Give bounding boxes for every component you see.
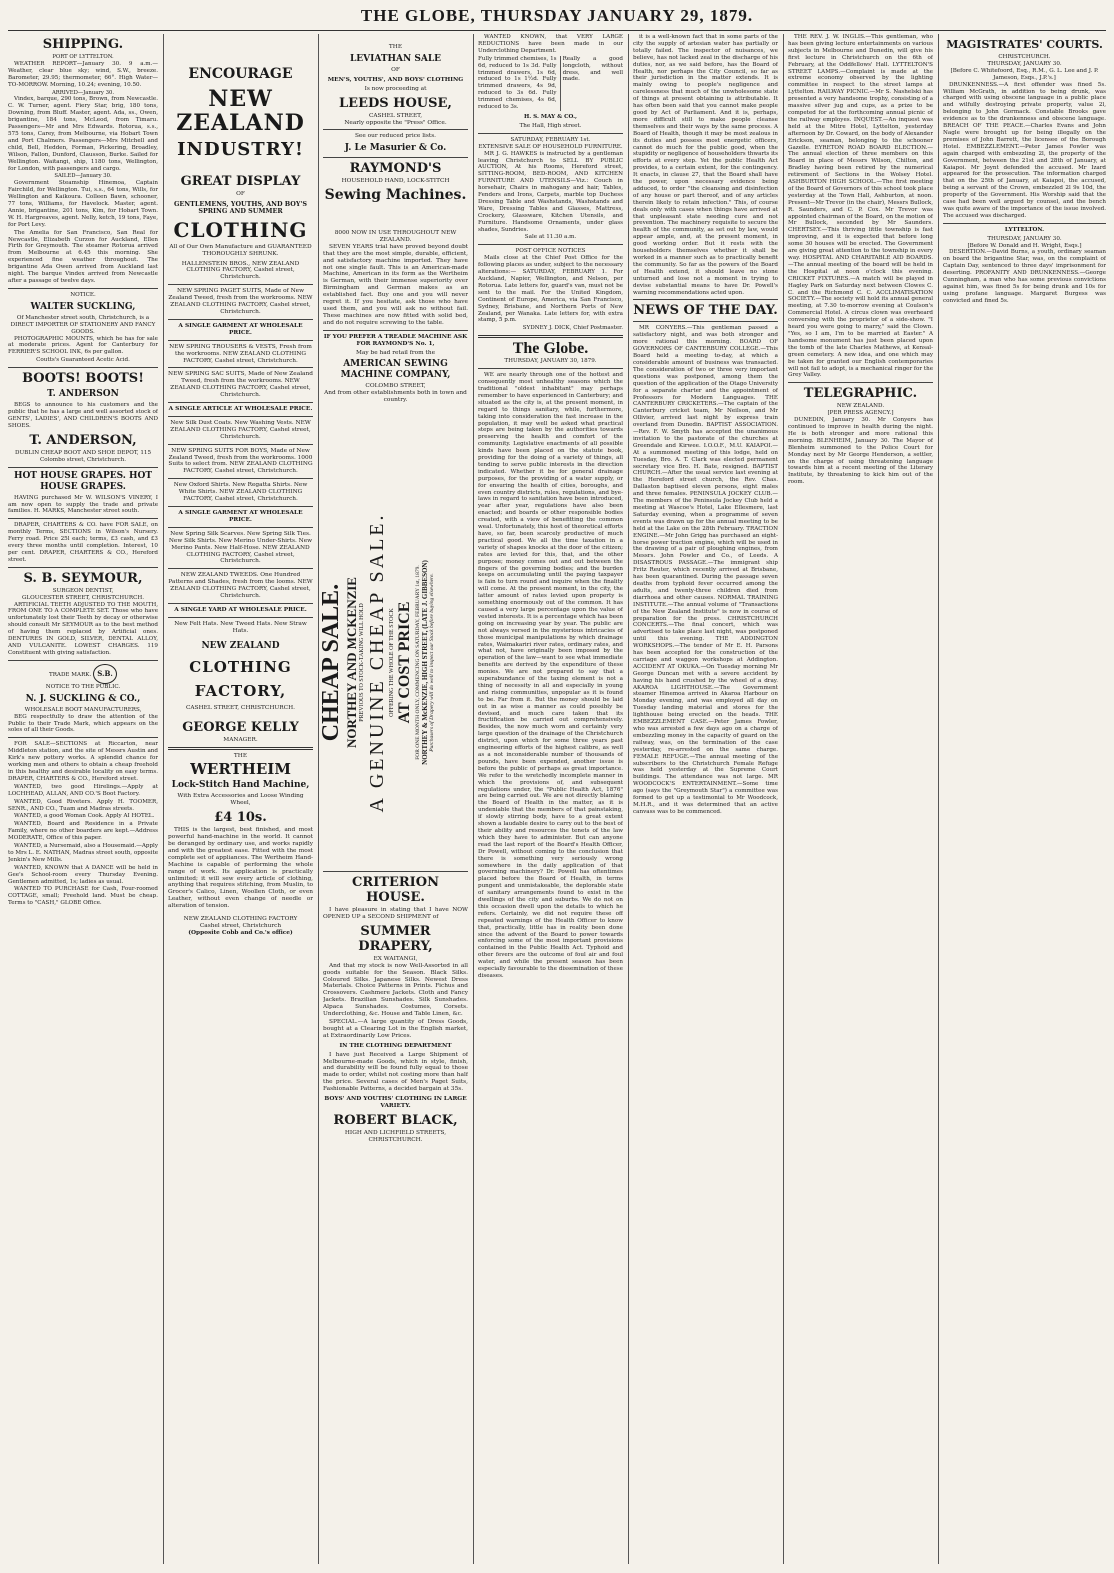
for-sale-sections: FOR SALE—SECTIONS at Riccarton, near Middleton station, and the site of Messrs Austin and Kirk's new pottery works. A splendid chance for working men and others to obtain a cheap freehold in this healthy and desirable locality on easy terms. DRAPER, CHARTERS & CO., Hereford street. (8, 741, 158, 782)
ex-waitangi: EX WAITANGI, (373, 955, 418, 962)
single-garment: A SINGLE GARMENT AT WHOLESALE PRICE. (178, 322, 303, 336)
draper-notice: DRAPER, CHARTERS & CO. have FOR SALE, on monthly Terms, SECTIONS in Wilson's Nursery. Ferry road. Price 25l each; terms, £3 cash, and £3 every three months until completion. Interest, 10 per cent. DRAPER, CHARTERS & CO., Hereford street. (8, 522, 158, 563)
criterion-intro: I have pleasure in stating that I have NOW OPENED UP a SECOND SHIPMENT of (323, 907, 468, 920)
column-divider (473, 34, 474, 1564)
news-of-the-day-heading: NEWS OF THE DAY. (633, 303, 778, 319)
column-clothing-ads (168, 34, 313, 1564)
silk-coats-ad: New Silk Dust Coats. New Washing Vests. NEW ZEALAND CLOTHING FACTORY, Cashel street, Christchurch. (170, 419, 311, 440)
masthead-rule (8, 30, 1106, 31)
robert-black-address: HIGH AND LICHFIELD STREETS, CHRISTCHURCH. (344, 1129, 447, 1143)
american-sewing: AMERICAN SEWING MACHINE COMPANY, (340, 359, 451, 381)
of-line: OF (236, 191, 245, 197)
clothing-dept-body: I have just Received a Large Shipment of Melbourne-made Goods, which in style, finish, and durability will be found fully equal to those made to order, whilst not costing more than half the price. Several cases of Men's Paget Suits, Fashionable Patterns, a decided bargain at 35s. (323, 1051, 468, 1093)
anderson-name-large: T. ANDERSON, (29, 432, 137, 448)
cheap-sale-previous: PREVIOUS TO STOCK-TAKING WILL HOLD (359, 603, 365, 722)
new-zealand-sub: NEW ZEALAND. (836, 403, 885, 410)
suckling-name: WALTER SUCKLING, (30, 301, 136, 312)
colombo-street: COLOMBO STREET, (365, 383, 426, 390)
boots-heading: BOOTS! BOOTS! (22, 371, 144, 387)
footer-opposite: (Opposite Cobb and Co.'s office) (188, 929, 293, 936)
globe-title: The Globe. (512, 340, 589, 358)
george-kelly: GEORGE KELLY (182, 719, 299, 735)
column-criterion (323, 868, 468, 1564)
post-office-body: Mails close at the Chief Post Office for the following places as under, subject to the necessary alterations:— SATURDAY, FEBRUARY 1. For Auckland, Napier, Wellington, and Nelson, per Rotorua. Late letters for, guard's van, must not be sent to the mail. For the United Kingdom, Continent of Europe, America, via San Francisco, Sydney, Brisbane, and Northern Ports of New Zealand, per Wanaka. Late letters for, with extra stamp, 5 p.m. (478, 255, 623, 324)
seymour-name: S. B. SEYMOUR, (23, 570, 143, 586)
scarves-ad: New Spring Silk Scarves. New Spring Silk Ties. New Silk Shirts. New Merino Under-Shirts. New Merino Pants. New Half-Hose. NEW ZEALAND CLOTHING FACTORY, Cashel street, Christchurch. (168, 530, 313, 565)
press-agency: [PER PRESS AGENCY.] (827, 410, 894, 417)
lyttelton-reports: DESERTION.—David Burns, a youth, ordinary seaman on board the brigantine Star, was, on the complaint of Captain Day, sentenced to three days' imprisonment for deserting. PROFANITY AND DRUNKENNESS.—George Cunningham, a man who has some previous convictions against him, was fined 5s for being drunk and 10s for using profane language. Margaret Burgess was convicted and fined 5s. (943, 249, 1106, 304)
anderson-body: BEGS to announce to his customers and the public that he has a large and well assorted stock of GENTS', LADIES', AND CHILDREN'S BOOTS AND SHOES. (8, 402, 158, 429)
treadle-heading: IF YOU PREFER A TREADLE MACHINE ASK FOR RAYMOND'S No. 1, (323, 333, 468, 347)
leviathan-the: THE (388, 44, 403, 50)
factory-address: CASHEL STREET, CHRISTCHURCH. (186, 704, 295, 711)
lyttelton-before: [Before W. Donald and H. Wright, Esqs.] (967, 242, 1082, 249)
magistrates-heading: MAGISTRATES' COURTS. (946, 38, 1103, 51)
wertheim-body: THIS is the largest, best finished, and most powerful hand-machine in the world. It cannot be deranged by ordinary use, and works rapidly and with the greatest ease. Fitted with the most complete set of appliances. The Wertheim Hand-Machine is capable of performing the whole range of work. Its application is practically unlimited; it will sew every article of clothing, anything that requires stitching, from Muslin, to Grocer's Calico, Linen, Woollen Cloth, or even Leather, without even change of needle or alteration of tension. (168, 827, 313, 910)
cheap-sale-title: CHEAP SALE. (318, 583, 344, 742)
leader-article: WE are nearly through one of the hottest and consequently most unhealthy seasons which the traditional "oldest inhabitant" may perhaps remember to have experienced in Canterbury; and situated as the city is, at the present moment, in regard to things sanitary, while, furthermore, taking into consideration the fast increase in the population, it may well be asked what practical steps are being taken by the authorities towards preserving the health and comfort of the community. Legislative enactments of all possible kinds have been placed on the statute book, providing for the doing of a variety of things, all tending to serve public interests in the direction indicated. Whether it be for general drainage purposes, for the providing of a water supply, or for ensuring the health of cities, boroughs, and even country districts, rules, regulations, and bye-laws in regard to sanitation have been introduced, year after year, regulations have also been enacted; and boards or other responsible bodies created, with a view of benefitting the common weal. Unfortunately, this host of theoretical efforts have, so far, been scarcely productive of much practical good. We all the time taxation in a variety of shapes knocks at the door of the citizen; rates are levied for this, that, and the other purpose; money comes out and out between the fingers of the governing bodies; and the burden keeps on accumulating until the paying taxpayer is fain to turn round and inquire when the finality will come. At the present moment, in the city, the latter amount of rates levied upon property is something enormously out of the common. It has caused a very large percentage upon the value of vested interests. It is a percentage which has been going on increasing year by year. The public are not always versed in the mysterious intricacies of those municipal manipulations by which drainage rates, Waimakariri river rates, ordinary rates, and what not, have originally been imposed by the operation of the law—want to see what immediate benefits are derived by the expenditure of these monies. We are not prepared to say that a superabundance of the taxing element is not a thing of necessity in all and especially in young and rising communities, unpopular as it is found to be. Far from it. But the money should be laid out in as wise a manner as could possibly be devised, and much care taken that its fructification be carried out comprehensively. Besides, the now much worn and certainly very large question of the drainage of the Christchurch district, upon which for some three years past engineering efforts of the highest calibre, as well as a not inconsiderable number of thousands of pounds, have been expended, another issue is before the public of perhaps as great importance. We refer to the wretchedly incomplete manner in which the provisions of, and subsequent regulations under, the "Public Health Act, 1876" are being carried out. We are not directly blaming the Board of Health in the matter, as it is undeniable that the members of that painstaking, if slowly stirring body, have to a great extent shown a laudable desire to carry out to the best of their ability and resources the tenets of the law which they have to administer. But can anyone read the last report of the Board's Health Officer, Dr Powell, without coming to the conclusion that there is something very seriously wrong somewhere in the daily application of that governing machinery? Dr. Powell has oftentimes placed before the Board of Health, in terms pungent and unmistakeable, the deplorable state of sanitary arrangements found to exist in the dwellings of the city and suburbs. We do not on this occasion dwell upon the details to which he refers. Certainly, we did not require these off repeated warnings of the Health Officer to know that, practically, little has in reality been done since the advent of the Board to power towards enforcing some of the most important provisions contained in the Public Health Act. Typhoid and other fevers are the outcome of foul air and foul water, and while the present season has been especially favourable to the dissemination of these diseases. (478, 372, 623, 979)
nj-suckling-name: N. J. SUCKLING & CO., (25, 693, 141, 704)
lockstitch-heading: Lock-Stitch Hand Machine, (171, 780, 310, 791)
seymour-body: ARTIFICIAL TEETH ADJUSTED TO THE MOUTH, FROM ONE TO A COMPLETE SET. Those who have unfortunately lost their Teeth by decay or otherwise should consult Mr SEYMOUR as to the best method of having them replaced by Artificial ones. DENTURES IN GOLD, SILVER, DENTAL ALLOY, AND VULCANITE. LOWEST CHARGES. 119 Constituent with giving satisfaction. (8, 601, 158, 656)
column-divider (938, 34, 939, 1564)
at-cost-price: AT COST PRICE (396, 601, 413, 724)
column-news (633, 34, 778, 1564)
sac-suits-ad: NEW SPRING SAC SUITS, Made of New Zealand Tweed, fresh from the workrooms. NEW ZEALAND CLOTHING FACTORY, Cashel street, Christchurch. (168, 371, 313, 399)
raymond-body: SEVEN YEARS trial have proved beyond doubt that they are the most simple, durable, efficient, and satisfactory machine imported. They have not one single fault. This is an American-made Machine, American in its form as the Wertheim is German, with their immense superiority over Birmingham and German makes as an established fact. Buy one and you will never regret it. If you hesitate, ask those who have used them, and you will ask no without fail. These machines are now fitted with solid bed, and do not require screwing to the table. (323, 243, 468, 326)
hats-ad: New Felt Hats. New Tweed Hats. New Straw Hats. (174, 620, 307, 634)
christchurch-sub: CHRISTCHURCH. (998, 54, 1051, 60)
column-leader (478, 34, 623, 1564)
column-shipping (8, 34, 158, 1564)
sale-time: Sale at 11.30 a.m. (524, 234, 577, 241)
summer-drapery: SUMMER DRAPERY, (358, 923, 433, 954)
special-notice: SPECIAL.—A large quantity of Dress Goods, bought at a Clearing Lot in the English market, at Extraordinarily Low Prices. (323, 1018, 468, 1039)
seymour-title: SURGEON DENTIST, (52, 587, 114, 594)
wanted-ad: WANTED, Good Riveters. Apply H. TOOMER, SENR., AND CO., Tuam and Madras streets. (8, 798, 158, 812)
raymond-heading: RAYMOND'S (349, 161, 442, 177)
photo-mounts: PHOTOGRAPHIC MOUNTS, which he has for sale at moderate prices. Agent for Canterbury for FERRIER'S SCHOOL INK, 6s per gallon. (8, 335, 158, 356)
footer-street: Cashel street, Christchurch (199, 923, 282, 929)
wanted-ad: WANTED, two good Hirelings.—Apply at LOCHHEAD, ALLAN, AND CO.'S Boot Factory. (8, 783, 158, 797)
clothing-heading: CLOTHING (173, 217, 308, 242)
column-leviathan (323, 34, 468, 229)
court-date: THURSDAY, JANUARY 30. (987, 60, 1062, 67)
leviathan-heading: LEVIATHAN SALE (349, 53, 442, 64)
shipping-heading: SHIPPING. (42, 37, 124, 52)
firm-name: HALLENSTEIN BROS., NEW ZEALAND CLOTHING FACTORY, Cashel street, Christchurch. (181, 260, 300, 281)
news-continued: THE REV. J. W. INGLIS.—This gentleman, who has been giving lecture entertainments on various subjects in Melbourne and Dunedin, will give his first lecture in Christchurch on the 6th of February, at the Oddfellows' Hall. LYTTELTON'S STREET LAMPS.—Complaint is made at the extreme economy observed by the lighting committee in respect to the street lamps at Lyttelton. RAILWAY PICNIC.—Mr S. Nashelski has presented a very handsome trophy, consisting of a massive silver jug and cups, as a prize to be competed for at the forthcoming annual picnic of the railway employes. INQUEST.—An inquest was held at the Mitre Hotel, Lyttelton, yesterday afternoon by Dr. Coward, on the body of Alexander Erickson, seaman, belonging to the schooner Gazelle. EYRETON ROAD BOARD ELECTION.—The annual election of three members on this Board in place of Messrs Wilson, Chilton, and Bradley having been retired by the numerical retirement of Sections in the Wolsey Hotel. ASHBURTON HIGH SCHOOL.—The first meeting of the Board of Governors of this school took place yesterday at the Town Hall, Ashburton, at noon. Present—Mr Trevor (in the chair), Messrs Bullock, R. Saunders, and C. P. Cox. Mr Trevor was appointed chairman of the Board, on the motion of Mr Bullock, seconded by Mr Saunders. CHERTSEY.—This thriving little township is fast improving, and it is expected that before long some 30 houses will be erected. The Government are giving great attention to the township in every way. HOSPITAL AND CHARITABLE AID BOARDS.—The annual meeting of the board will be held in the Hospital at noon o'clock this evening. CRICKET FIXTURES.—A match will be played in Hagley Park on Saturday next between Clowes C. C. and the Richmond C. C. ACCLIMATISATION SOCIETY.—The society will hold its annual general meeting, at 7.30 to-morrow evening at Coulson's Commercial Hotel. A circus clown was overheard conversing with the proprietor of a side-show. "I heard you were going to marry," said the Clown. "Yes, so I am, I'm to be married at Easter." A handsome monument has just been placed upon the tomb of the late Charles Mathews, at Kensal-green cemetery. A new idea, and one which may be taken for granted our English contemporaries will not fail to adopt, is a mechanical ringer for the Grey Valley. (788, 34, 933, 379)
single-article: A SINGLE ARTICLE AT WHOLESALE PRICE. (168, 406, 313, 413)
port-heading: PORT OF LYTTELTON. (52, 54, 114, 60)
coutts-line: Coutts's Guaranteed Acetic Acid. (36, 357, 130, 364)
wanted-known: WANTED KNOWN, that VERY LARGE REDUCTIONS have been made in our Underclothing Department. (478, 34, 623, 54)
cheap-sale-ad (318, 465, 473, 860)
arrived-heading: ARRIVED—January 30. (51, 89, 115, 96)
raymond-sub: HOUSEHOLD HAND, LOCK-STITCH (341, 178, 450, 185)
encourage-heading: ENCOURAGE (188, 66, 293, 82)
single-yard: A SINGLE YARD AT WHOLESALE PRICE. (174, 606, 307, 613)
hs-may-address: The Hall, High street. (519, 122, 582, 129)
wertheim-heading: WERTHEIM (190, 760, 291, 779)
anderson-depot: DUBLIN CHEAP BOOT AND SHOE DEPOT, 115 Colombo street, Christchurch. (14, 449, 152, 463)
genuine-cheap-sale: A GENUINE CHEAP SALE. (366, 512, 388, 813)
nearly-opposite: Nearly opposite the "Press" Office. (344, 119, 447, 126)
in-use: 8000 NOW IN USE THROUGHOUT NEW ZEALAND. (334, 230, 457, 243)
boys-youths: BOYS' AND YOUTHS' CLOTHING IN LARGE VARIETY. (324, 1096, 467, 1109)
column-divider (163, 34, 164, 1564)
industry-heading: INDUSTRY! (177, 139, 304, 160)
postmaster-sign: SYDNEY J. DICK, Chief Postmaster. (522, 325, 623, 332)
masurier: J. Le Masurier & Co. (344, 143, 447, 154)
sailed-heading: SAILED—January 30. (54, 173, 112, 180)
new-zealand-heading: NEW ZEALAND (176, 86, 305, 136)
single-garment-2: A SINGLE GARMENT AT WHOLESALE PRICE. (178, 510, 303, 523)
cheap-sale-firm: NORTHEY AND MCKENZIE (344, 577, 359, 748)
leviathan-of: OF (391, 66, 400, 73)
leader-continued: it is a well-known fact that in some parts of the city the supply of artesian water has partially or totally failed. The inspector of nuisances, we believe, has not lacked zeal in the discharge of his duties, nor, as we said before, has the Board of Health, nor perhaps the City Council, so far as their jurisdiction in the matter extends. It is mainly owing to people's negligence and carelessness that much of the unwholesome state of things at present obtaining is attributable. It has often been said that you cannot make people good by Act of Parliament. And it is, perhaps, more difficult still to make people cleanse themselves and their ways by the same process. A Board of Health, though it may be most zealous in its duties and possess most energetic officers, cannot do much for the public good, when the stupidity or negligence of householders thwarts its efforts at every step. Yet the public Health Act provides, to a certain extent, for the contingency. It enacts, in clause 27, that the Board shall have the power, upon necessary evidence being adduced, to order "the cleansing and disinfection of any house or part thereof, and of any articles therein likely to retain infection." This, of course deals only with cases when things have arrived at that unpleasant state needing cure and not prevention. The machinery requisite to secure the health of the community, as set out by law, would appear ample, and, at the present moment, in good working order. But it rests with the householders themselves whether it shall be worked in a manner such as to practically benefit the community. So far as the powers of the Board of Health extend, it should leave no stone unturned and lose not a moment in trying to devise substantial means to have Dr. Powell's warning recommendations acted upon. (633, 34, 778, 296)
boys-suits-ad: NEW SPRING SUITS FOR BOYS, Made of New Zealand Tweed, fresh from the workrooms. 1000 Suits to select from. NEW ZEALAND CLOTHING FACTORY, Cashel street, Christchurch. (168, 447, 313, 475)
notice-heading: NOTICE. (70, 291, 96, 298)
treadle-sub: May be had retail from the (355, 349, 435, 356)
wanted-ad: WANTED, a good Woman Cook. Apply AI HOTEL. (14, 813, 155, 820)
lyttelton-date: THURSDAY, JANUARY 30. (987, 235, 1062, 242)
wertheim-price: £4 10s. (214, 810, 267, 826)
globe-date: THURSDAY, JANUARY 30, 1879. (504, 358, 597, 365)
sailed-list: Government Steamship Hinemoa, Captain Fairchild, for Wellington. Tui, s.s., 64 tons, Wills, for Wellington and Kaikoura. Colleen Bawn, schooner, 77 tons, Williams, for Havelock. Master, agent. Annie, brigantine, 201 tons, Kim, for Hobart Town. W. H. Hargreaves, agent. Nelly, ketch, 19 tons, Faye, for Port Levy. (8, 180, 158, 228)
longcloth-note: Really a good longcloth, without dress, and well made. (560, 56, 623, 111)
own-manufacture: All of Our Own Manufacture and GUARANTEED THOROUGHLY SHRUNK. (169, 243, 312, 257)
telegraphic-items: DUNEDIN, January 30. Mr Conyers has continued to improve in health during the night. He is both stronger and more rational this morning. BLENHEIM, January 30. The Mayor of Blenheim summoned to the Police Court for Monday next by Mr George Henderson, a settler, on the charge of using threatening language towards him at a recent meeting of the Literary Institute, by threatening to kick him out of the room. (788, 417, 933, 486)
gents-line: GENTLEMENS, YOUTHS, AND BOY'S SPRING AND SUMMER (173, 199, 308, 215)
wanted-ad: WANTED, Board and Residence in a Private Family, where no other boarders are kept.—Address MODERATE, Office of this paper. (8, 821, 158, 842)
criterion-heading: CRITERION HOUSE. (352, 875, 439, 905)
column-raymond-body (323, 230, 468, 460)
nz-factory-heading: NEW ZEALAND (201, 640, 280, 651)
trousers-ad: NEW SPRING TROUSERS & VESTS, Fresh from the workrooms. NEW ZEALAND CLOTHING FACTORY, Cashel street, Christchurch. (169, 343, 312, 364)
extensive-sale: EXTENSIVE SALE OF HOUSEHOLD FURNITURE. (478, 143, 623, 150)
notice-public: NOTICE TO THE PUBLIC. (45, 683, 121, 690)
suckling-address: Of Manchester street south, Christchurch, is a DIRECT IMPORTER OF STATIONERY AND FANCY GOODS. (10, 314, 156, 335)
seymour-address: GLOUCESTER STREET, CHRISTCHURCH. (21, 594, 145, 601)
manager-line: MANAGER. (223, 736, 258, 743)
robert-black: ROBERT BLACK, (333, 1112, 458, 1128)
wanted-ad: WANTED, a Nursemaid, also a Housemaid.—Apply to Mrs L. E. NATHAN, Madras street south, opposite Jenkin's New Mills. (8, 843, 158, 863)
lyttelton-heading: LYTTELTON. (1004, 226, 1045, 233)
court-before: [Before C. Whitefoord, Esq., R.M., G. L. Lee and J. P. Jameson, Esqs., J.P.'s.] (950, 67, 1099, 81)
trade-mark-logo-icon: S.B. (93, 664, 117, 684)
hawkes-auction: MR J. G. HAWKES is instructed by a gentleman leaving Christchurch to SELL BY PUBLIC AUCTION, At his Rooms, Hereford street, SITTING-ROOM, BED-ROOM, AND KITCHEN FURNITURE AND UTENSILS—Viz.: Couch in horsehair, Chairs in mahogany and hair, Tables, Fenders and Irons, Carpets, marble top Duchess Dressing Table and Washstands, Washstands and Ware, Dressing Tables and Glasses, Mattress, Crockery, Glassware, Kitchen Utensils, and Furniture. Handsome Ornaments, under glass shades, Sundries. (478, 150, 623, 233)
weather-report: WEATHER REPORT—January 30. 9 a.m.—Weather, clear blue sky; wind, S.W., breeze. Barometer, 29.95; thermometer, 66°. High Water—TO-MORROW. Morning, 10.24; evening, 10.50. (8, 60, 158, 88)
column-news-continued (788, 34, 933, 1564)
nj-suckling-sub: WHOLESALE BOOT MANUFACTURERS, (24, 706, 142, 713)
the-line: THE (233, 752, 248, 759)
news-items: MR CONYERS.—This gentleman passed a satisfactory night, and was both stronger and more rational this morning. BOARD OF GOVERNORS OF CANTERBURY COLLEGE.—This Board held a meeting to-day, at which a considerable amount of business was transacted. The consideration of two or three very important questions was postponed, among them the question of the application of the Otago University for a separate charter and the appointment of Professors for Modern Languages. THE CANTERBURY CRICKETERS.—The captain of the Canterbury cricket team, Mr Neilson, and Mr Ollivier, arrived last night by express train overland from Dunedin. BAPTIST ASSOCIATION.—Rev. F. W. Smyth has accepted the unanimous invitation to the pastorate of the churches at Greendale and Kirwee. I.O.O.F., M.U. KAIAPOI.—At a summoned meeting of this lodge, held on Tuesday, Bro. A. T. Clark was elected permanent secretary vice Bro. H. Bate, resigned. BAPTIST CHURCH.—After the usual service last evening at the Hereford street church, the Rev. Chas. Dallaston baptised eleven persons, eight males and three females. PENINSULA JOCKEY CLUB.—The members of the Peninsula Jockey Club held a meeting at Wascoe's Hotel, Lake Ellesmere, last Saturday evening, when a programme of seven events was drawn up for the annual meeting to be held at the Lake on the 28th February. TRACTION ENGINE.—Mr John Grigg has purchased an eight-horse power traction engine, which will be used in the drawing of a pair of ploughing engines, from Messrs. John Fowler and Co., of Leeds. A DISASTROUS PASSAGE.—The immigrant ship Fritz Reuter, which recently arrived at Brisbane, has been quarantined. During the passage seven deaths from typhoid fever occurred among the adults, and twenty-three children died from diarrhoea and other causes. NORMAL TRAINING INSTITUTE.—The annual volume of "Transactions of the New Zealand Institute" is now in course of preparation for the press. CHRISTCHURCH CONCERTS.—The final concert, which was advertised to take place last night, was postponed until this evening. THE ADDINGTON WORKSHOPS.—The tender of Mr E. H. Parsons has been accepted for the construction of the carriage and waggon workshops at Addington. ACCIDENT AT OKUKA.—On Tuesday morning Mr George Duncan met with a severe accident by having his hand crushed by the wheel of a dray. AKAROA LIGHTHOUSE.—The Government steamer Hinemoa arrived in Akaroa Harbour on Monday evening, and was employed all day on Tuesday landing material and stores for the lighthouse being erected on the heads. THE EMBEZZLEMENT CASE.—Peter James Fowler, who was arrested a few days ago on a charge of embezzling money in the capacity of guard on the railway, was, on the termination of the case yesterday, re-arrested on the same charge. FEMALE REFUGE.—The annual meeting of the subscribers to the Christchurch Female Refuge was held yesterday at the Supreme Court buildings. The attendance was not large. MR WOODCOCK'S ENTERTAINMENT.—Some time ago (says the "Greymouth Star") a committee was formed to get up a testimonial to Mr Woodcock, M.H.R., and it was determined that an active canvass was to be commenced. (633, 325, 778, 815)
grapes-heading: HOT HOUSE GRAPES. HOT HOUSE GRAPES. (13, 470, 153, 492)
leeds-house: LEEDS HOUSE, (339, 95, 452, 111)
shipping-notes: The Amelia for San Francisco, San Real for Newcastle, Elizabeth Curzon for Auckland, Ellen Firth for Greymouth. The steamer Rotorua arrived from Melbourne at 6.45 this morning. She experienced fine weather throughout. The brigantine Ada Owen arrived from Auckland last night. The barque Vindex arrived from Newcastle after a passage of twelve days. (8, 229, 158, 284)
saturday-heading: SATURDAY, FEBRUARY 1st. (510, 136, 591, 143)
cheap-sale-offering: OFFERING THE WHOLE OF THE STOCK (389, 608, 395, 717)
court-reports: DRUNKENNESS.—A first offender was fined 5s. William McGrath, in addition to being drunk, was charged with using obscene language in a public place and wilfully destroying private property, value 2l, belonging to John Gormack. Constable Brooks gave evidence as to the drunkenness and obscene language. BREACH OF THE PEACE.—Charles Evans and John Nagle were brought up for being illegally on the premises of John Barrett, the licensee of the Borough Hotel. EMBEZZLEMENT.—Peter James Fowler was again charged with embezzling 2l, the property of the Government, between the 21st and 28th of January, at Kaiapoi. Mr Joynt defended the accused. Mr Izard appeared for the prosecution. The information charged that on the 25th of January, at Kaiapoi, the accused, being a servant of the Crown, embezzled 2l 9s 10d, the property of the Government. His Worship said that the case had been well argued by counsel, and the bench was quite aware of the importance of the issue involved. The accused was discharged. (943, 81, 1106, 219)
factory-heading: CLOTHING FACTORY, (189, 657, 292, 700)
wanted-ad: WANTED, KNOWN that A DANCE will be held in Gee's School-room every Thursday Evening. Gentlemen admitted, 1s; ladies as usual. (8, 864, 158, 885)
reduced-prices: See our reduced price lists. (354, 133, 437, 140)
arrived-list: Vindex, barque, 290 tons, Brown, from Newcastle. C. W. Turner, agent. Fiery Star, brig, 180 tons, Downing, from Bluff. Master, agent. Ada, ss., Owen, brigantine, 184 tons, McLeod, from Timaru. Passengers—Mr and Mrs Edwards. Rotorua, s.s., 575 tons, Carey, from Melbourne, via Hobart Town and Port Chalmers. Passengers—Mrs Mitchell and child, Bell, Hedden, Forman, Pickering, Broadley, Wilson, Fallon, Dunford, Clausson, Burke. Sailed for Wellington. Waitangi, ship, 1180 tons, Wellington, for London, with passengers and cargo. (8, 96, 158, 172)
great-display-heading: GREAT DISPLAY (180, 174, 301, 189)
sewing-machines: Sewing Machines. (324, 187, 467, 204)
mens-clothing: MEN'S, YOUTHS', AND BOYS' CLOTHING (327, 76, 464, 83)
post-office-heading: POST OFFICE NOTICES (515, 248, 586, 255)
hs-may: H. S. MAY & CO., (524, 113, 577, 120)
wanted-ad: WANTED TO PURCHASE for Cash, Four-roomed COTTAGE, small; Freehold land. Must be cheap. Terms to "CASH," GLOBE Office. (8, 886, 158, 907)
tweeds-ad: NEW ZEALAND TWEEDS. One Hundred Patterns and Shades, fresh from the looms. NEW ZEALAND CLOTHING FACTORY, Cashel street, Christchurch. (168, 572, 313, 600)
shirts-ad: New Oxford Shirts. New Regatta Shirts. New White Shirts. NEW ZEALAND CLOTHING FACTORY, Cashel street, Christchurch. (173, 482, 308, 503)
cheap-sale-address: NORTHEY & McKENZIE, HIGH STREET, (LATE J. GIBBESON) (421, 560, 429, 765)
underclothing-prices (478, 56, 623, 111)
masthead: THE GLOBE, THURSDAY JANUARY 29, 1879. (360, 6, 754, 25)
proceeding-line: Is now proceeding at (364, 85, 427, 92)
stock-list: And that my stock is now Well-Assorted in all goods suitable for the Season. Black Silks. Coloured Silks. Japanese Silks. Newest Dress Materials. Choice Patterns in Prints. Fichus and Crossovers. Cashmere Jackets. Cloth and Fancy Jackets. Brazilian Sunshades. Silk Sunshades. Alpaca Sunshades. Costumes, Corsets. Underclothing, &c. House and Table Linen, &c. (323, 962, 468, 1018)
grapes-body: HAVING purchased Mr W. WILSON'S VINERY, I am now open to supply the trade and private families. H. MARKS, Manchester street south. (8, 494, 158, 515)
cheap-sale-month: FOR ONE MONTH ONLY, COMMENCING ON SATURDAY, FEBRUARY 1st, 1879. (415, 565, 421, 760)
column-divider (628, 34, 629, 1564)
cashel-street: CASHEL STREET, (368, 112, 423, 119)
chemise-prices: Fully trimmed chemises, 1s 6d, reduced to 1s 3d. Fully trimmed drawers, 1s 6d, reduced to 1s 1½d. Fully trimmed drawers, 4s 9d, reduced to 3s 6d. Fully trimmed chemises, 4s 6d, reduced to 3s. (478, 55, 557, 111)
clothing-dept-heading: IN THE CLOTHING DEPARTMENT (339, 1042, 452, 1049)
trade-mark: TRADE MARK. S.B. (8, 664, 158, 684)
paget-suits: NEW SPRING PAGET SUITS, Made of New Zealand Tweed, fresh from the workrooms. NEW ZEALAND CLOTHING FACTORY, Cashel street, Christchurch. (168, 288, 313, 315)
telegraphic-heading: TELEGRAPHIC. (803, 386, 918, 402)
nj-suckling-body: BEG respectfully to draw the attention of the Public to their Trade Mark, which appears on the soles of all their Goods. (8, 713, 158, 734)
cheap-sale-purchasers: Purchasers of Drapery will do well to inspect our Stock before buying elsewhere. (429, 573, 435, 752)
column-courts (943, 34, 1106, 1564)
column-divider (783, 34, 784, 1564)
other-establishments: And from other establishments both in town and country. (324, 390, 467, 404)
anderson-name: T. ANDERSON (47, 389, 119, 400)
extra-accessories: With Extra Accessories and Loose Winding Wheel, (177, 793, 304, 807)
footer-factory: NEW ZEALAND CLOTHING FACTORY (183, 916, 298, 923)
